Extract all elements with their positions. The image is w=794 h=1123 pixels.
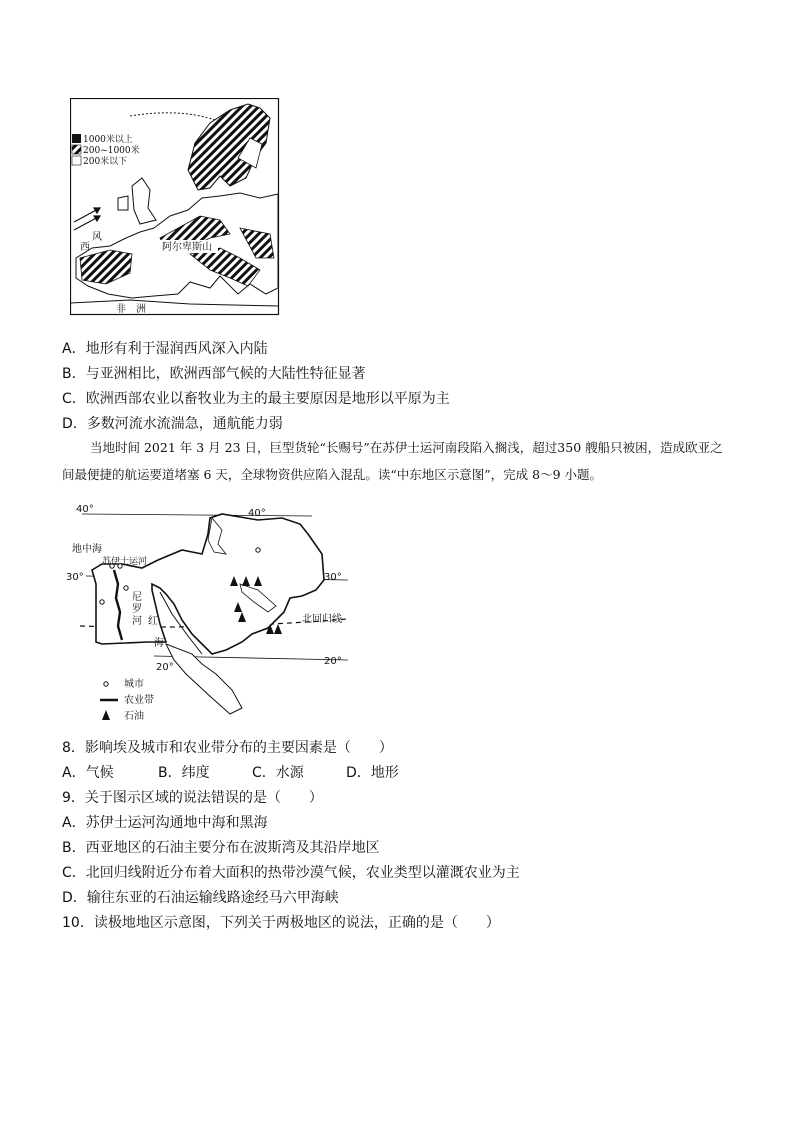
label-nile-1: 尼 — [132, 592, 142, 603]
lat-40-left: 40° — [76, 504, 94, 515]
middle-east-map — [62, 494, 362, 726]
label-tropic: 北回归线 — [302, 614, 342, 625]
q9-option-d: D．输往东亚的石油运输线路途经马六甲海峡 — [62, 890, 339, 906]
label-suez: 苏伊士运河 — [102, 557, 148, 567]
label-red: 红 — [148, 616, 158, 627]
label-nile-2: 罗 — [132, 604, 142, 615]
legend-mid: 200~1000米 — [83, 146, 140, 156]
legend-city: 城市 — [124, 679, 144, 690]
wind-label-1: 风 — [92, 232, 102, 243]
label-sea: 海 — [154, 638, 164, 649]
reading-passage: 当地时间 2021 年 3 月 23 日，巨型货轮“长赐号”在苏伊士运河南段陷入搁浅，超过350 艘船只被困，造成欧亚之间最便捷的航运要道堵塞 6 天，全球物资供应陷入混乱。读“中东地区示意图”，完成 8～9 小题。 — [62, 440, 723, 482]
q9-option-b: B．西亚地区的石油主要分布在波斯湾及其沿岸地区 — [62, 840, 380, 856]
lat-30-right: 30° — [324, 572, 342, 583]
label-mediterranean: 地中海 — [72, 544, 102, 555]
region-outline — [92, 514, 324, 654]
q8-stem: 8．影响埃及城市和农业带分布的主要因素是（ ） — [62, 740, 393, 756]
legend-low: 200米以下 — [83, 157, 128, 167]
lat-20-right: 20° — [324, 656, 342, 667]
africa-label-1: 非 — [116, 304, 126, 315]
q8-option-d: D．地形 — [346, 765, 399, 781]
q7-option-c: C．欧洲西部农业以畜牧业为主的最主要原因是地形以平原为主 — [62, 391, 450, 407]
wind-label-2: 西 — [80, 242, 90, 253]
q8-option-a: A．气候 — [62, 765, 114, 781]
label-nile-3: 河 — [132, 616, 142, 627]
q9-stem: 9．关于图示区域的说法错误的是（ ） — [62, 790, 323, 806]
q8-options — [62, 764, 399, 782]
q9-option-a: A．苏伊士运河沟通地中海和黑海 — [62, 815, 268, 831]
legend-high: 1000米以上 — [83, 135, 133, 145]
europe-terrain-map — [70, 98, 280, 316]
lat-40-right: 40° — [248, 508, 266, 519]
q8-option-b: B．纬度 — [158, 765, 210, 781]
q8-option-c: C．水源 — [252, 765, 304, 781]
q7-option-b: B．与亚洲相比，欧洲西部气候的大陆性特征显著 — [62, 366, 366, 382]
africa-label-2: 洲 — [136, 304, 146, 315]
legend-oil: 石油 — [124, 711, 144, 722]
lat-20-left: 20° — [156, 662, 174, 673]
q9-option-c: C．北回归线附近分布着大面积的热带沙漠气候，农业类型以灌溉农业为主 — [62, 865, 520, 881]
lat-30-left: 30° — [66, 572, 84, 583]
alps-label: 阿尔卑斯山 — [162, 242, 212, 253]
q7-option-a: A．地形有利于湿润西风深入内陆 — [62, 341, 268, 357]
q10-stem: 10．读极地地区示意图，下列关于两极地区的说法，正确的是（ ） — [62, 915, 500, 931]
legend-agriculture: 农业带 — [124, 695, 154, 706]
q7-option-d: D．多数河流水流湍急，通航能力弱 — [62, 416, 283, 432]
